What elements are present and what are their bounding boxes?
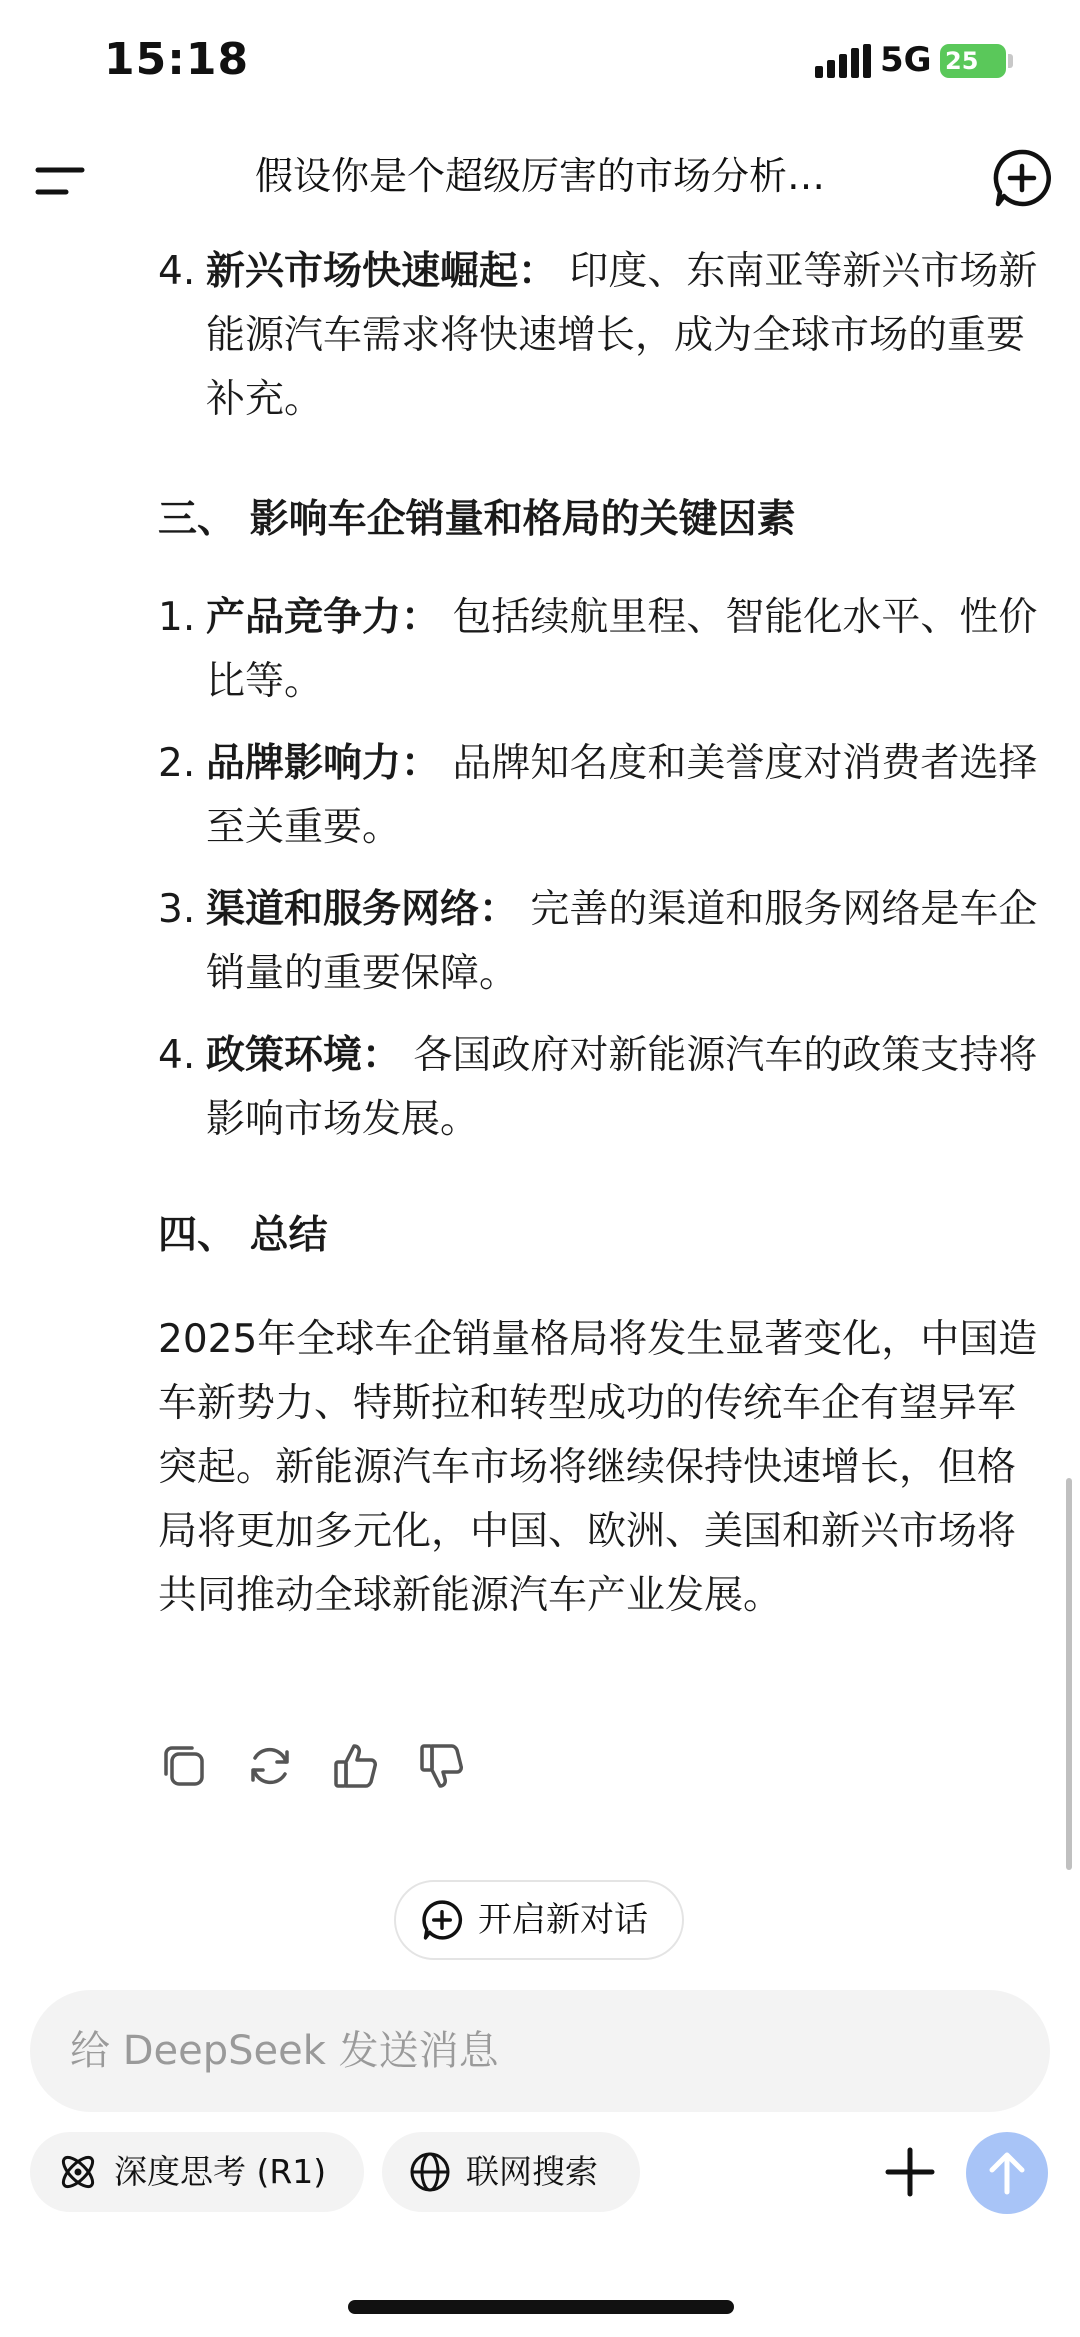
home-indicator (348, 2300, 734, 2314)
new-conversation-button[interactable] (394, 1880, 684, 1960)
arrow-up-icon (984, 2148, 1030, 2198)
factor-list (158, 586, 1038, 1152)
copy-icon[interactable] (158, 1740, 210, 1792)
thumbs-up-icon[interactable] (330, 1740, 382, 1792)
list-text: 印度、东南亚等新兴市场新能源汽车需求将快速增长，成为全球市场的重要补充。 (206, 249, 1038, 422)
section-heading: 三、 影响车企销量和格局的关键因素 (158, 497, 796, 542)
menu-icon[interactable] (30, 150, 90, 210)
deep-think-label: 深度思考 (R1) (114, 2152, 327, 2191)
battery-level: 25 (945, 47, 979, 75)
list-key: 政策环境： (206, 1033, 402, 1078)
list-key: 新兴市场快速崛起： (206, 249, 558, 294)
deep-think-toggle[interactable] (30, 2132, 364, 2212)
globe-icon (408, 2150, 452, 2194)
message-input[interactable] (30, 1990, 1050, 2112)
list-item (158, 586, 1038, 714)
scrollbar[interactable] (1066, 1478, 1072, 1870)
network-label: 5G (880, 40, 932, 80)
list-key: 品牌影响力： (206, 741, 441, 786)
thumbs-down-icon[interactable] (416, 1740, 468, 1792)
send-button[interactable] (966, 2132, 1048, 2214)
trend-list (158, 240, 1038, 432)
list-number: 3. (158, 887, 196, 932)
list-text: 完善的渠道和服务网络是车企销量的重要保障。 (206, 887, 1038, 996)
new-chat-icon (420, 1898, 464, 1942)
list-item (158, 878, 1038, 1006)
web-search-toggle[interactable] (382, 2132, 640, 2212)
status-bar (0, 0, 1080, 120)
list-key: 产品竞争力： (206, 595, 441, 640)
list-text: 各国政府对新能源汽车的政策支持将影响市场发展。 (206, 1033, 1038, 1142)
web-search-label: 联网搜索 (466, 2152, 598, 2191)
list-number: 4. (158, 249, 196, 294)
plus-icon[interactable] (878, 2140, 942, 2204)
atom-icon (56, 2150, 100, 2194)
summary-paragraph: 2025年全球车企销量格局将发生显著变化，中国造车新势力、特斯拉和转型成功的传统车企有望异军突起。新能源汽车市场将继续保持快速增长，但格局将更加多元化，中国、欧洲、美国和新兴市场将共同推动全球新能源汽车产业发展。 (158, 1317, 1038, 1618)
list-key: 渠道和服务网络： (206, 887, 519, 932)
list-item (158, 240, 1038, 432)
signal-icon (815, 44, 875, 78)
list-item (158, 1024, 1038, 1152)
list-number: 2. (158, 741, 196, 786)
list-item (158, 732, 1038, 860)
page-title[interactable]: 假设你是个超级厉害的市场分析… (254, 154, 825, 198)
list-text: 品牌知名度和美誉度对消费者选择至关重要。 (206, 741, 1038, 850)
header (0, 130, 1080, 230)
new-chat-icon[interactable] (990, 146, 1054, 210)
battery-tip (1008, 54, 1013, 68)
battery-icon (940, 44, 1006, 78)
section-heading: 四、 总结 (158, 1213, 328, 1258)
assistant-message (158, 240, 1038, 1628)
list-number: 4. (158, 1033, 196, 1078)
new-conversation-label: 开启新对话 (478, 1900, 648, 1940)
list-text: 包括续航里程、智能化水平、性价比等。 (206, 595, 1038, 704)
list-number: 1. (158, 595, 196, 640)
status-time: 15:18 (104, 34, 250, 85)
regenerate-icon[interactable] (244, 1740, 296, 1792)
